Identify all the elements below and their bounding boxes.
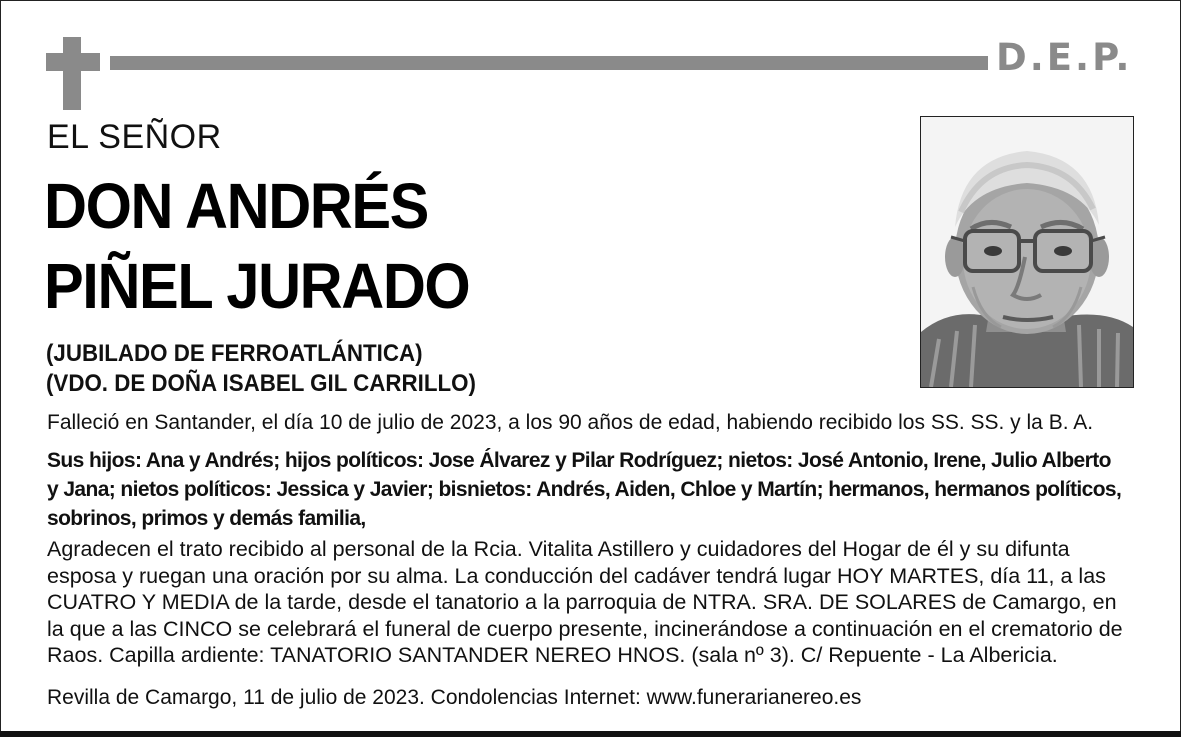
family-list: Sus hijos: Ana y Andrés; hijos políticos: Jose Álvarez y Pilar Rodríguez; nietos: José Antonio, Irene, Julio Alberto y Jana; nietos políticos: Jessica y Javier; bisnietos: Andrés, Aiden, Chloe y Martín; hermanos, hermanos políticos, sobrinos, primos y demás familia,: [47, 449, 1122, 530]
deceased-name-line-1: DON ANDRÉS: [44, 170, 428, 242]
header-rule: [110, 56, 988, 70]
widower-subtitle: (VDO. DE DOÑA ISABEL GIL CARRILLO): [46, 370, 476, 397]
death-announcement: Falleció en Santander, el día 10 de julio de 2023, a los 90 años de edad, habiendo recibido los SS. SS. y la B. A.: [47, 411, 1094, 434]
deceased-name-line-2: PIÑEL JURADO: [44, 250, 470, 322]
cross-icon: [46, 37, 100, 110]
dep-label: D.E.P.: [996, 36, 1133, 79]
place-date-and-condolences: Revilla de Camargo, 11 de julio de 2023. Condolencias Internet: www.funerarianereo.es: [47, 686, 862, 709]
thanks-and-funeral-details: Agradecen el trato recibido al personal de la Rcia. Vitalita Astillero y cuidadores del Hogar de él y su difunta esposa y ruegan una oración por su alma. La conducción del cadáver tendrá lugar HOY MARTES, día 11, a las CUATRO Y MEDIA de la tarde, desde el tanatorio a la parroquia de NTRA. SRA. DE SOLARES de Camargo, en la que a las CINCO se celebrará el funeral de cuerpo presente, incinerándose a continuación en el crematorio de Raos. Capilla ardiente: TANATORIO SANTANDER NEREO HNOS. (sala nº 3). C/ Repuente - La Albericia.: [47, 537, 1123, 667]
occupation-subtitle: (JUBILADO DE FERROATLÁNTICA): [46, 340, 423, 367]
honorific: EL SEÑOR: [47, 118, 222, 156]
portrait-photo: [920, 116, 1134, 388]
bottom-border: [0, 731, 1181, 737]
